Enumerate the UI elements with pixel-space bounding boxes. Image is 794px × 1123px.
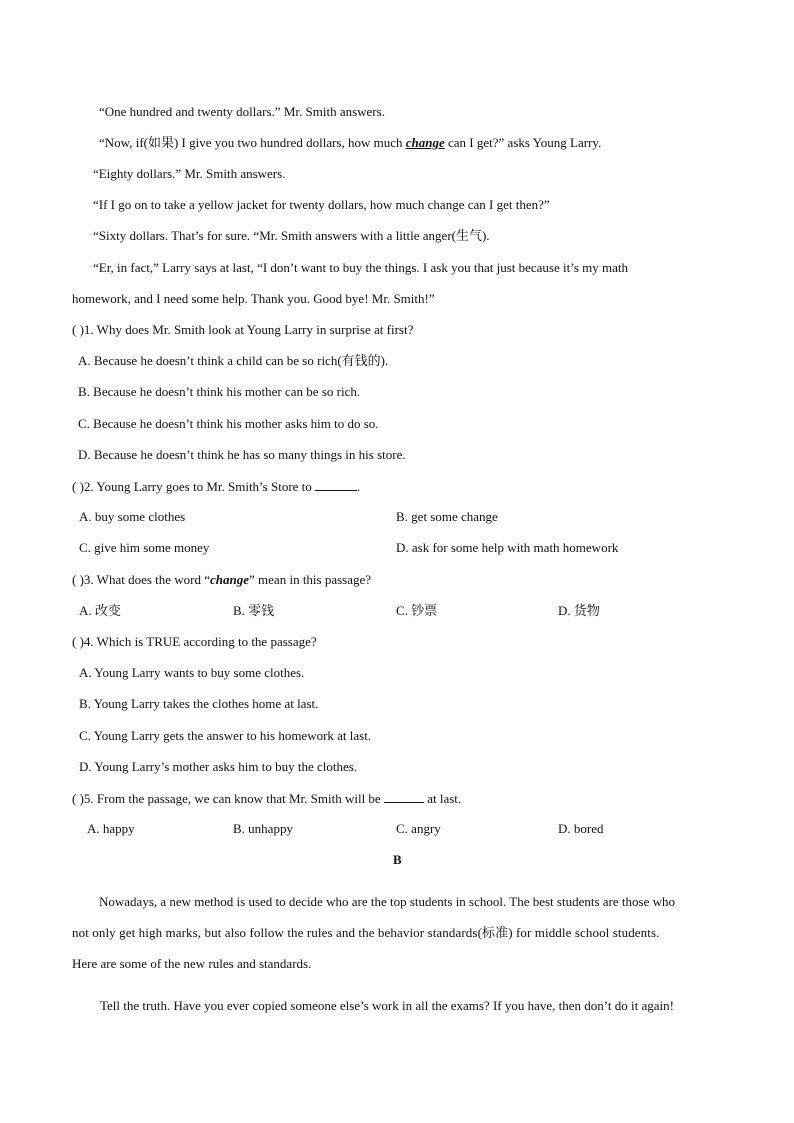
question-5-option-a: A. happy — [87, 821, 135, 836]
story-line-1: “One hundred and twenty dollars.” Mr. Smith answers. — [99, 104, 385, 119]
question-5-option-c: C. angry — [396, 821, 441, 836]
question-5-stem-end: at last. — [423, 791, 462, 806]
question-2-option-b: B. get some change — [396, 509, 498, 524]
story-line-5: “Sixty dollars. That’s for sure. “Mr. Smith answers with a little anger(生气). — [93, 228, 490, 243]
question-5-option-d: D. bored — [558, 821, 604, 836]
question-1-option-b: B. Because he doesn’t think his mother can be so rich. — [78, 384, 361, 399]
question-4-stem: ( )4. Which is TRUE according to the passage? — [72, 634, 317, 649]
question-2-option-c: C. give him some money — [79, 540, 210, 555]
question-3-stem-pre: ( )3. What does the word “ — [72, 572, 211, 587]
section-heading: B — [393, 852, 402, 867]
story-line-2-pre: “Now, if(如果) I give you two hundred dollars, how much — [99, 135, 406, 150]
question-1-stem: ( )1. Why does Mr. Smith look at Young Larry in surprise at first? — [72, 322, 414, 337]
question-5-option-b: B. unhappy — [233, 821, 293, 836]
question-2-option-d: D. ask for some help with math homework — [396, 540, 619, 555]
answer-blank — [315, 478, 357, 491]
question-4-option-d: D. Young Larry’s mother asks him to buy the clothes. — [79, 759, 358, 774]
question-3-stem — [72, 572, 371, 588]
answer-blank — [384, 790, 424, 803]
question-3-option-d: D. 货物 — [558, 603, 600, 618]
question-1-option-d: D. Because he doesn’t think he has so many things in his store. — [78, 447, 406, 462]
question-2-stem — [72, 478, 360, 495]
story-line-4: “If I go on to take a yellow jacket for twenty dollars, how much change can I get then?” — [93, 197, 550, 212]
question-4-option-a: A. Young Larry wants to buy some clothes. — [79, 665, 305, 680]
story-line-7: homework, and I need some help. Thank you. Good bye! Mr. Smith!” — [72, 291, 435, 306]
question-2-option-a: A. buy some clothes — [79, 509, 186, 524]
question-3-option-b: B. 零钱 — [233, 603, 275, 618]
section-b-paragraph-1-line-3: Here are some of the new rules and standards. — [72, 956, 312, 971]
story-line-2-post: can I get?” asks Young Larry. — [444, 135, 602, 150]
question-4-option-c: C. Young Larry gets the answer to his homework at last. — [79, 728, 372, 743]
question-1-option-a: A. Because he doesn’t think a child can be so rich(有钱的). — [78, 353, 389, 368]
question-3-option-a: A. 改变 — [79, 603, 121, 618]
question-5-stem — [72, 790, 461, 807]
question-4-option-b: B. Young Larry takes the clothes home at last. — [79, 696, 319, 711]
keyword-change: change — [210, 572, 250, 587]
section-b-paragraph-1-line-2: not only get high marks, but also follow the rules and the behavior standards(标准) for middle school students. — [72, 925, 660, 940]
question-2-stem-text: ( )2. Young Larry goes to Mr. Smith’s Store to — [72, 479, 316, 494]
story-line-3: “Eighty dollars.” Mr. Smith answers. — [93, 166, 286, 181]
story-line-2 — [99, 135, 601, 151]
question-2-stem-end: . — [357, 479, 361, 494]
section-b-paragraph-2-line-1: Tell the truth. Have you ever copied someone else’s work in all the exams? If you have, then don’t do it again! — [100, 998, 674, 1013]
question-1-option-c: C. Because he doesn’t think his mother asks him to do so. — [78, 416, 379, 431]
story-line-6: “Er, in fact,” Larry says at last, “I don’t want to buy the things. I ask you that just because it’s my math — [93, 260, 628, 275]
question-5-stem-text: ( )5. From the passage, we can know that Mr. Smith will be — [72, 791, 384, 806]
keyword-change: change — [405, 135, 445, 150]
section-b-paragraph-1-line-1: Nowadays, a new method is used to decide who are the top students in school. The best students are those who — [99, 894, 675, 909]
question-3-option-c: C. 钞票 — [396, 603, 438, 618]
question-3-stem-post: ” mean in this passage? — [249, 572, 372, 587]
